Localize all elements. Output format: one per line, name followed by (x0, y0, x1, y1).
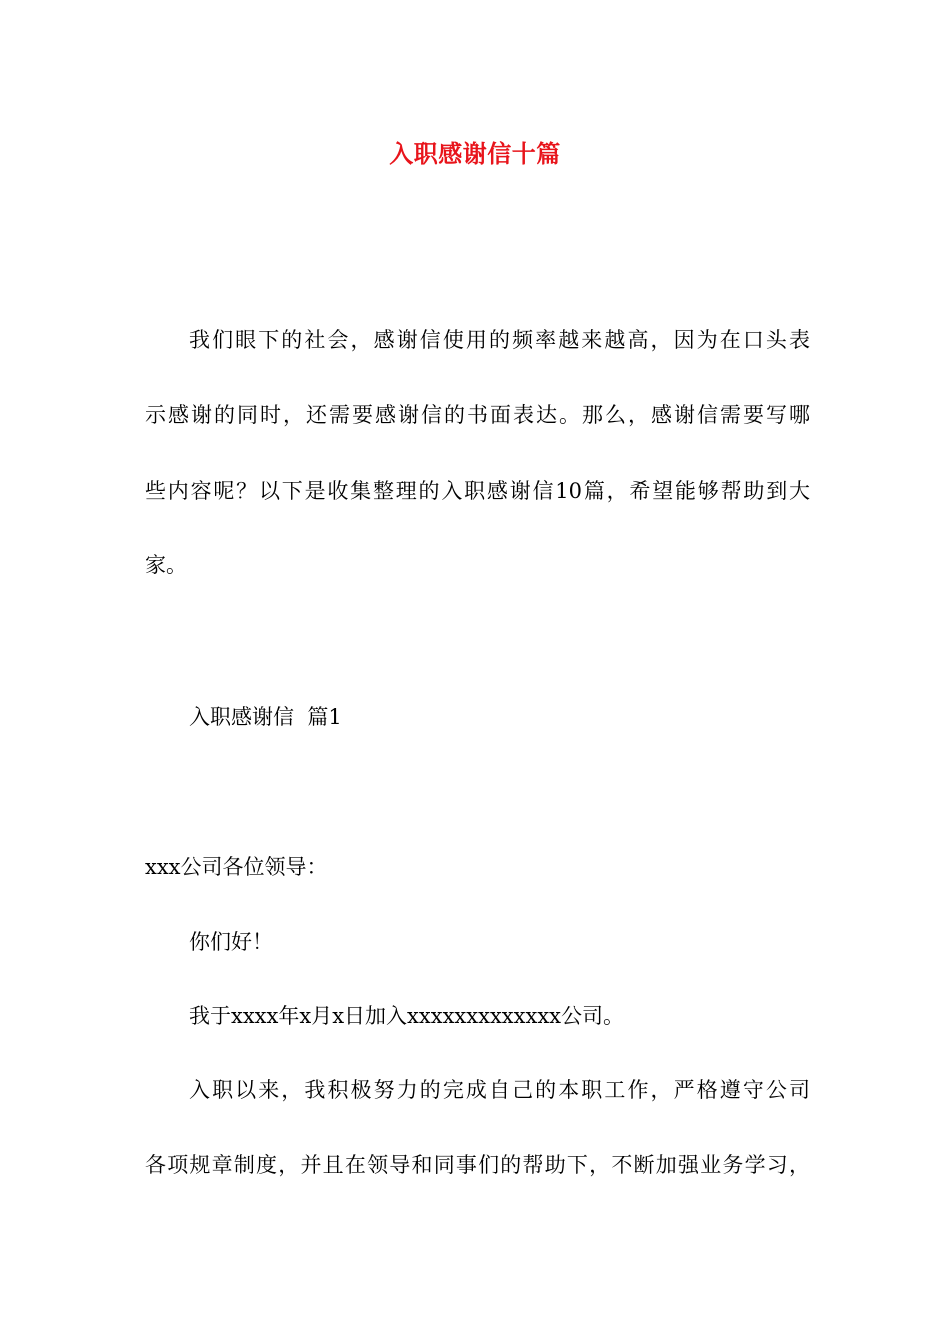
letter-body-line-2: 各项规章制度，并且在领导和同事们的帮助下，不断加强业务学习， (145, 1153, 810, 1177)
intro-line-1: 我们眼下的社会，感谢信使用的频率越来越高，因为在口头表 (189, 328, 810, 352)
letter-salutation: xxx公司各位领导： (145, 855, 328, 879)
letter-greeting: 你们好！ (189, 930, 273, 954)
intro-line-2: 示感谢的同时，还需要感谢信的书面表达。那么，感谢信需要写哪 (145, 403, 810, 427)
document-title: 入职感谢信十篇 (389, 139, 561, 168)
letter-body-line-1: 入职以来，我积极努力的完成自己的本职工作，严格遵守公司 (189, 1078, 810, 1102)
letter-join-line: 我于xxxx年x月x日加入xxxxxxxxxxxxx公司。 (189, 1004, 625, 1028)
intro-line-3: 些内容呢？以下是收集整理的入职感谢信10篇，希望能够帮助到大 (145, 479, 810, 503)
section-heading: 入职感谢信 篇1 (189, 705, 342, 729)
intro-line-4: 家。 (145, 553, 187, 577)
